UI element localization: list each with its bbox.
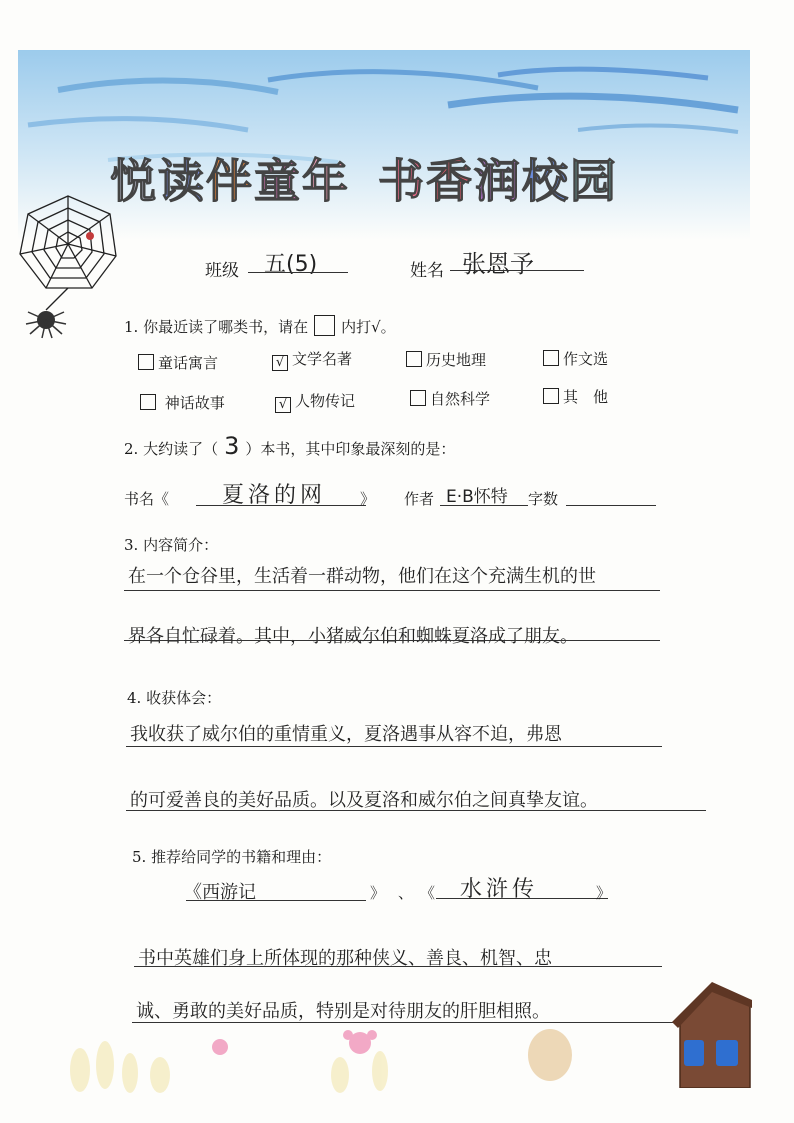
- page-title: 悦读伴童年 书香润校园: [110, 154, 618, 208]
- option-myths[interactable]: 神话故事: [140, 392, 225, 413]
- book-title-value: 夏洛的网: [222, 483, 327, 508]
- reason-line-1: 书中英雄们身上所体现的那种侠义、善良、机智、忠: [138, 948, 552, 969]
- option-literary-classics[interactable]: √ 文学名著: [272, 348, 352, 371]
- checkbox-checked[interactable]: √: [275, 397, 291, 413]
- option-fairy-tales[interactable]: 童话寓言: [138, 352, 218, 373]
- reflection-line-2: 的可爱善良的美好品质。以及夏洛和威尔伯之间真挚友谊。: [130, 790, 598, 811]
- option-biographies[interactable]: √ 人物传记: [275, 390, 355, 413]
- spider-web-icon: [16, 192, 120, 342]
- checkbox[interactable]: [138, 354, 154, 370]
- summary-line-2: 界各自忙碌着。其中，小猪威尔伯和蜘蛛夏洛成了朋友。: [128, 626, 578, 647]
- checkbox[interactable]: [410, 390, 426, 406]
- book1-close: 》: [370, 884, 386, 902]
- reflection-underline-1: [126, 746, 662, 747]
- reason-underline-1: [134, 966, 662, 967]
- author-underline: [440, 505, 528, 506]
- checkbox[interactable]: [140, 394, 156, 410]
- checkbox[interactable]: [543, 388, 559, 404]
- book2-close: 》: [596, 884, 612, 902]
- book-title-close: 》: [360, 490, 376, 508]
- book-separator: 、: [398, 884, 414, 902]
- class-value: 五(5): [264, 252, 318, 277]
- book2-open: 《: [420, 884, 436, 902]
- option-history-geography[interactable]: 历史地理: [406, 349, 486, 370]
- book-title-underline: [196, 505, 366, 506]
- recommended-book-1: 《西游记: [184, 882, 256, 903]
- summary-underline-2: [124, 640, 660, 641]
- summary-underline-1: [124, 590, 660, 591]
- summary-line-1: 在一个仓谷里，生活着一群动物，他们在这个充满生机的世: [128, 566, 596, 587]
- word-count-label: 字数: [528, 490, 559, 508]
- book-title-label: 书名《: [124, 490, 170, 508]
- q2-prompt: 2. 大约读了（ 3 ）本书，其中印象最深刻的是：: [124, 432, 456, 460]
- checkbox[interactable]: [406, 351, 422, 367]
- name-underline: [450, 270, 584, 271]
- book2-underline: [436, 898, 608, 899]
- book1-underline: [186, 900, 366, 901]
- reason-underline-2: [132, 1022, 694, 1023]
- option-other[interactable]: 其 他: [543, 386, 608, 407]
- q1-prompt: 1. 你最近读了哪类书，请在 内打√。: [124, 315, 396, 337]
- option-composition[interactable]: 作文选: [543, 348, 608, 369]
- reflection-line-1: 我收获了威尔伯的重情重义，夏洛遇事从容不迫，弗恩: [130, 724, 562, 745]
- word-count-underline: [566, 505, 656, 506]
- recommended-book-2: 水浒传: [460, 877, 539, 902]
- house-icon: [672, 978, 752, 1088]
- author-label: 作者: [404, 490, 435, 508]
- flower-decoration: [60, 1025, 620, 1095]
- checkbox-checked[interactable]: √: [272, 355, 288, 371]
- q5-prompt: 5. 推荐给同学的书籍和理由：: [132, 848, 332, 866]
- checkbox[interactable]: [543, 350, 559, 366]
- name-label: 姓名: [410, 261, 444, 281]
- option-natural-science[interactable]: 自然科学: [410, 388, 490, 409]
- sample-checkbox: [314, 315, 335, 336]
- class-label: 班级: [205, 261, 239, 281]
- class-underline: [248, 272, 348, 273]
- book-count: 3: [224, 432, 240, 460]
- name-value: 张恩予: [462, 250, 534, 278]
- reflection-underline-2: [126, 810, 706, 811]
- q4-prompt: 4. 收获体会：: [127, 689, 222, 707]
- author-value: E·B怀特: [446, 487, 508, 507]
- q3-prompt: 3. 内容简介：: [124, 536, 219, 554]
- reason-line-2: 诚、勇敢的美好品质，特别是对待朋友的肝胆相照。: [136, 1001, 550, 1022]
